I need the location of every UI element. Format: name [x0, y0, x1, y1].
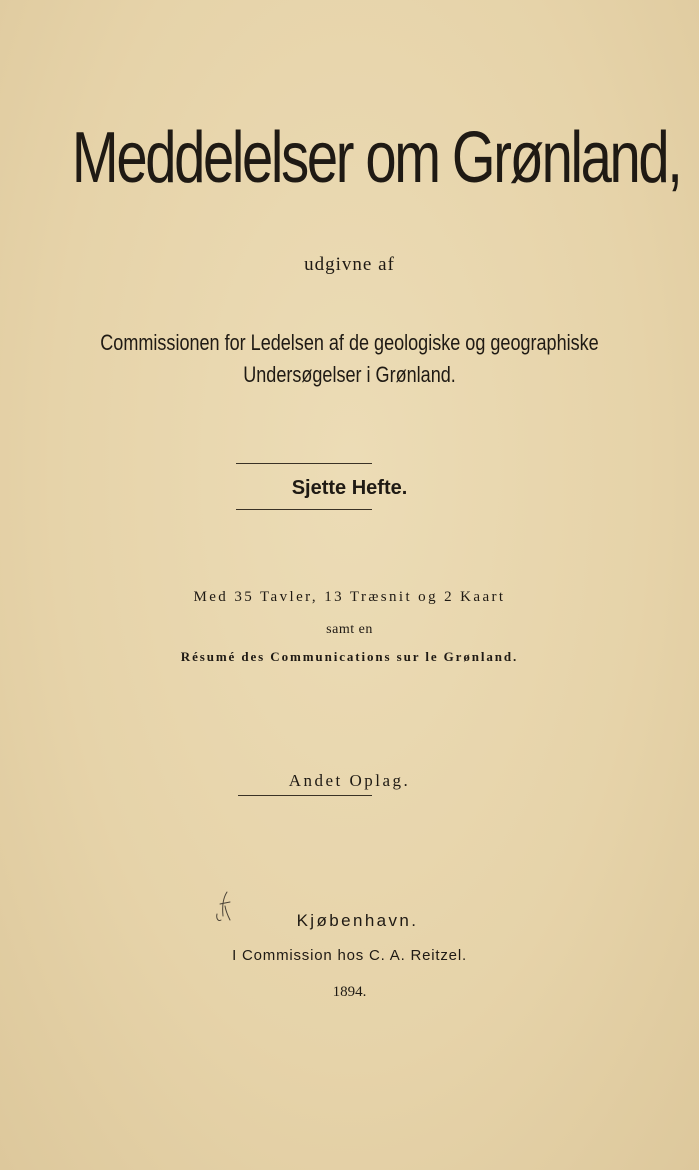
- contents-line-2: samt en: [326, 622, 373, 637]
- imprint-publisher: I Commission hos C. A. Reitzel.: [232, 947, 467, 964]
- imprint-year: 1894.: [332, 984, 367, 1000]
- subtitle: udgivne af: [304, 254, 395, 275]
- divider-top: [236, 463, 372, 464]
- imprint-city: Kjøbenhavn.: [296, 911, 419, 930]
- divider-bottom: [236, 509, 372, 510]
- edition-underline: [238, 795, 372, 796]
- commission-line-2: Undersøgelser i Grønland.: [243, 362, 456, 387]
- edition-label: Andet Oplag.: [288, 771, 411, 790]
- contents-line-1: Med 35 Tavler, 13 Træsnit og 2 Kaart: [193, 589, 506, 605]
- issue-label: Sjette Hefte.: [291, 477, 408, 499]
- contents-line-3: Résumé des Communications sur le Grønland.: [180, 649, 519, 664]
- journal-title: Meddelelser om Grønland,: [71, 118, 681, 198]
- commission-line-1: Commissionen for Ledelsen af de geologiske og geographiske: [100, 330, 599, 355]
